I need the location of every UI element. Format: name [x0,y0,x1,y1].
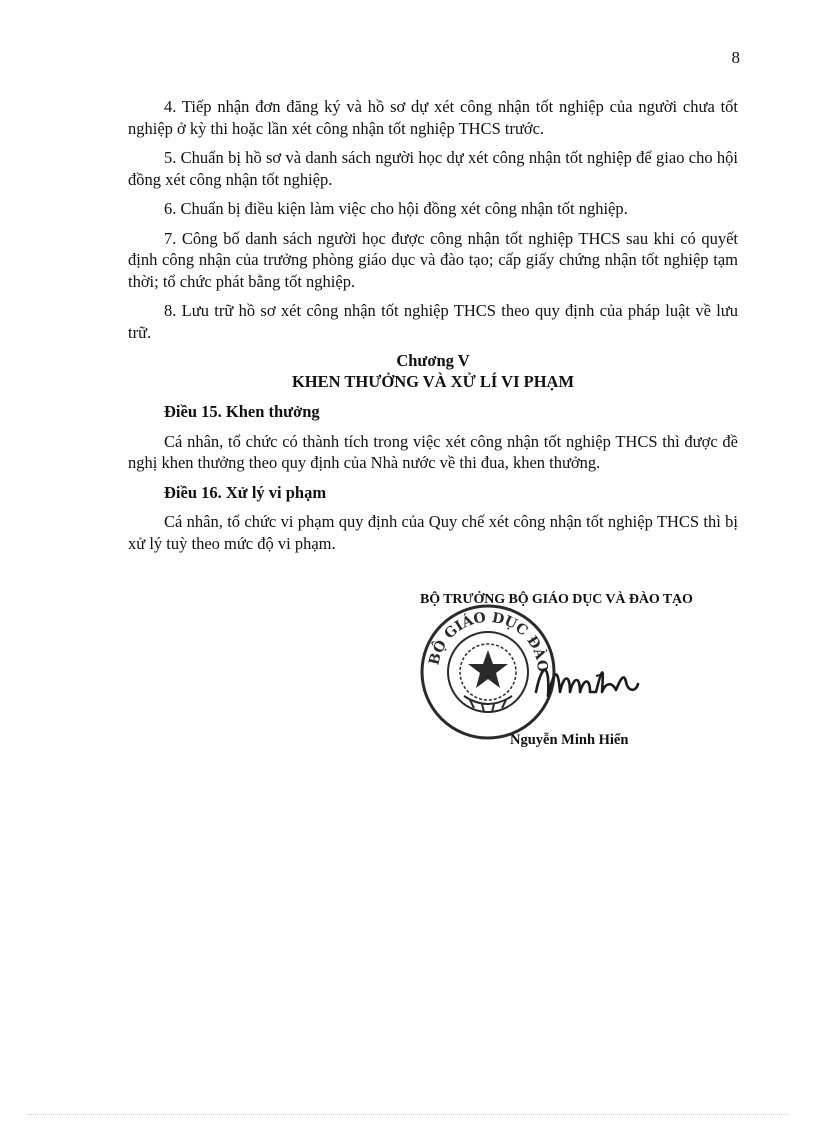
chapter-label: Chương V [396,351,470,370]
article-15-text: Cá nhân, tổ chức có thành tích trong việc xét công nhận tốt nghiệp THCS thì được đề nghị khen thưởng theo quy định của Nhà nước về thi đua, khen thưởng. [128,431,738,472]
handwritten-signature-icon [532,652,642,717]
paragraph-item-6: 6. Chuẩn bị điều kiện làm việc cho hội đồng xét công nhận tốt nghiệp. [164,199,628,218]
page-bottom-divider [28,1114,788,1115]
article-16-heading: Điều 16. Xử lý vi phạm [164,482,327,502]
article-15-heading: Điều 15. Khen thưởng [164,402,320,421]
signature-block [414,586,742,752]
signer-name: Nguyễn Minh Hiển [510,732,629,748]
paragraph-item-8: 8. Lưu trữ hồ sơ xét công nhận tốt nghiệp THCS theo quy định của pháp luật về lưu trữ. [128,301,738,342]
signature-title: BỘ TRƯỞNG BỘ GIÁO DỤC VÀ ĐÀO TẠO [420,592,693,607]
paragraph-item-5: 5. Chuẩn bị hồ sơ và danh sách người học dự xét công nhận tốt nghiệp để giao cho hội đồng xét công nhận tốt nghiệp. [128,148,738,189]
page-number: 8 [731,48,740,67]
chapter-title: KHEN THƯỞNG VÀ XỬ LÍ VI PHẠM [291,372,575,391]
article-16-text: Cá nhân, tổ chức vi phạm quy định của Quy chế xét công nhận tốt nghiệp THCS thì bị xử lý tuỳ theo mức độ vi phạm. [128,512,738,553]
paragraph-item-7: 7. Công bố danh sách người học được công nhận tốt nghiệp THCS sau khi có quyết định công nhận của trưởng phòng giáo dục và đào tạo; cấp giấy chứng nhận tốt nghiệp tạm thời; tổ chức phát bằng tốt nghiệp. [128,228,738,291]
svg-text:BỘ GIÁO DỤC ĐÀO TẠO: BỘ GIÁO DỤC ĐÀO [426,609,551,674]
paragraph-item-4: 4. Tiếp nhận đơn đăng ký và hồ sơ dự xét công nhận tốt nghiệp của người chưa tốt nghiệp ở kỳ thi hoặc lần xét công nhận tốt nghiệp THCS trước. [128,97,738,138]
document-body [128,96,738,562]
